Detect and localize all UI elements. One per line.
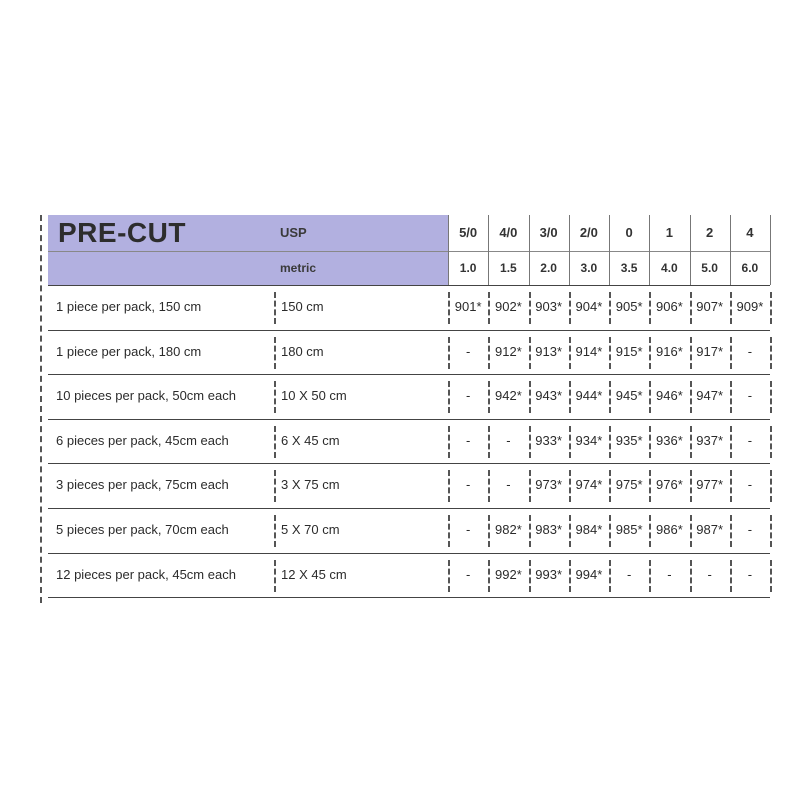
table-row (48, 375, 770, 419)
table-row (48, 554, 770, 598)
product-code: 973* (535, 477, 562, 493)
usp-size: 0 (625, 225, 633, 240)
header-divider (48, 251, 770, 252)
product-code: - (465, 522, 471, 537)
table-row (48, 420, 770, 464)
product-code: - (465, 432, 471, 448)
product-code: 976* (656, 477, 683, 493)
product-code: 937* (696, 432, 723, 448)
product-code: - (465, 566, 471, 582)
column-dashed-divider (274, 337, 276, 369)
metric-size: 2.0 (540, 261, 557, 275)
product-code: - (747, 522, 753, 537)
product-code: - (626, 566, 632, 582)
column-dashed-divider (274, 470, 276, 502)
usp-size: 4 (746, 225, 754, 240)
metric-size: 3.0 (580, 261, 598, 275)
column-dashed-divider (274, 426, 276, 458)
product-code: 944* (575, 388, 603, 404)
metric-size: 1.0 (459, 261, 477, 275)
product-code: 905* (615, 299, 643, 314)
pack-dimension: 150 cm (281, 299, 324, 314)
product-code: 993* (535, 566, 562, 582)
product-code: 977* (696, 477, 723, 493)
metric-size: 4.0 (661, 261, 678, 275)
usp-size: 4/0 (499, 225, 518, 240)
product-code: 982* (495, 522, 522, 537)
product-code: 916* (656, 343, 683, 359)
table-header (48, 215, 770, 285)
product-code: 943* (535, 388, 562, 404)
table-row (48, 286, 770, 330)
metric-size: 3.5 (620, 261, 638, 275)
product-code: 903* (535, 299, 562, 314)
pack-dimension: 10 X 50 cm (281, 388, 347, 404)
product-code: 913* (535, 343, 562, 359)
product-code: 994* (575, 566, 603, 582)
pack-description: 3 pieces per pack, 75cm each (56, 477, 229, 493)
pack-description: 10 pieces per pack, 50cm each (56, 388, 236, 404)
product-code: 915* (615, 343, 643, 359)
product-code: 914* (575, 343, 603, 359)
pack-dimension: 6 X 45 cm (281, 432, 340, 448)
product-code: - (465, 343, 471, 359)
product-code: 901* (454, 299, 482, 314)
metric-size: 1.5 (500, 261, 517, 275)
pack-description: 6 pieces per pack, 45cm each (56, 432, 229, 448)
pack-description: 5 pieces per pack, 70cm each (56, 522, 229, 537)
pack-dimension: 180 cm (281, 343, 324, 359)
product-code: 974* (575, 477, 603, 493)
product-code: 912* (495, 343, 522, 359)
product-code: 986* (656, 522, 683, 537)
product-code: - (747, 432, 753, 448)
column-dashed-divider (274, 381, 276, 413)
table-bottom-border (48, 597, 770, 598)
table-row (48, 331, 770, 375)
product-code: - (707, 566, 712, 582)
pack-description: 12 pieces per pack, 45cm each (56, 566, 236, 582)
metric-size: 5.0 (701, 261, 718, 275)
product-code: 946* (656, 388, 683, 404)
product-code: 907* (696, 299, 723, 314)
outer-dashed-border (40, 215, 42, 603)
product-code: 936* (656, 432, 683, 448)
pack-dimension: 3 X 75 cm (281, 477, 340, 493)
table-row (48, 464, 770, 508)
pack-description: 1 piece per pack, 180 cm (56, 343, 202, 359)
product-code: 909* (736, 299, 764, 314)
table-row (48, 509, 770, 553)
column-dashed-divider (274, 560, 276, 592)
product-code: 992* (495, 566, 522, 582)
usp-size: 3/0 (539, 225, 558, 240)
table-title: PRE-CUT (58, 217, 186, 248)
product-code: 985* (615, 522, 643, 537)
usp-label: USP (280, 225, 307, 240)
product-code: 987* (696, 522, 723, 537)
precut-table (40, 215, 770, 603)
product-code: 934* (575, 432, 603, 448)
column-dashed-divider (274, 515, 276, 547)
pack-dimension: 12 X 45 cm (281, 566, 347, 582)
product-code: 975* (615, 477, 643, 493)
product-code: - (506, 432, 511, 448)
product-code: 902* (495, 299, 522, 314)
product-code: - (747, 343, 753, 359)
product-code: 904* (575, 299, 603, 314)
product-code: - (465, 477, 471, 493)
product-code: 933* (535, 432, 562, 448)
product-code: 906* (656, 299, 683, 314)
product-code: - (747, 388, 753, 404)
usp-size: 2/0 (579, 225, 598, 240)
usp-size: 5/0 (459, 225, 478, 240)
product-code: 942* (495, 388, 522, 404)
product-code: 947* (696, 388, 723, 404)
pack-description: 1 piece per pack, 150 cm (56, 299, 202, 314)
product-code: 945* (615, 388, 643, 404)
product-code: - (667, 566, 672, 582)
usp-size: 1 (665, 225, 673, 240)
pack-dimension: 5 X 70 cm (281, 522, 340, 537)
product-code: - (506, 477, 511, 493)
metric-size: 6.0 (741, 261, 759, 275)
product-code: 935* (615, 432, 643, 448)
product-code: - (747, 477, 753, 493)
column-dashed-divider (274, 292, 276, 324)
product-code: - (465, 388, 471, 404)
product-code: - (747, 566, 753, 582)
product-code: 984* (575, 522, 603, 537)
metric-label: metric (280, 261, 317, 275)
product-code: 917* (696, 343, 723, 359)
usp-size: 2 (706, 225, 714, 240)
product-code: 983* (535, 522, 562, 537)
